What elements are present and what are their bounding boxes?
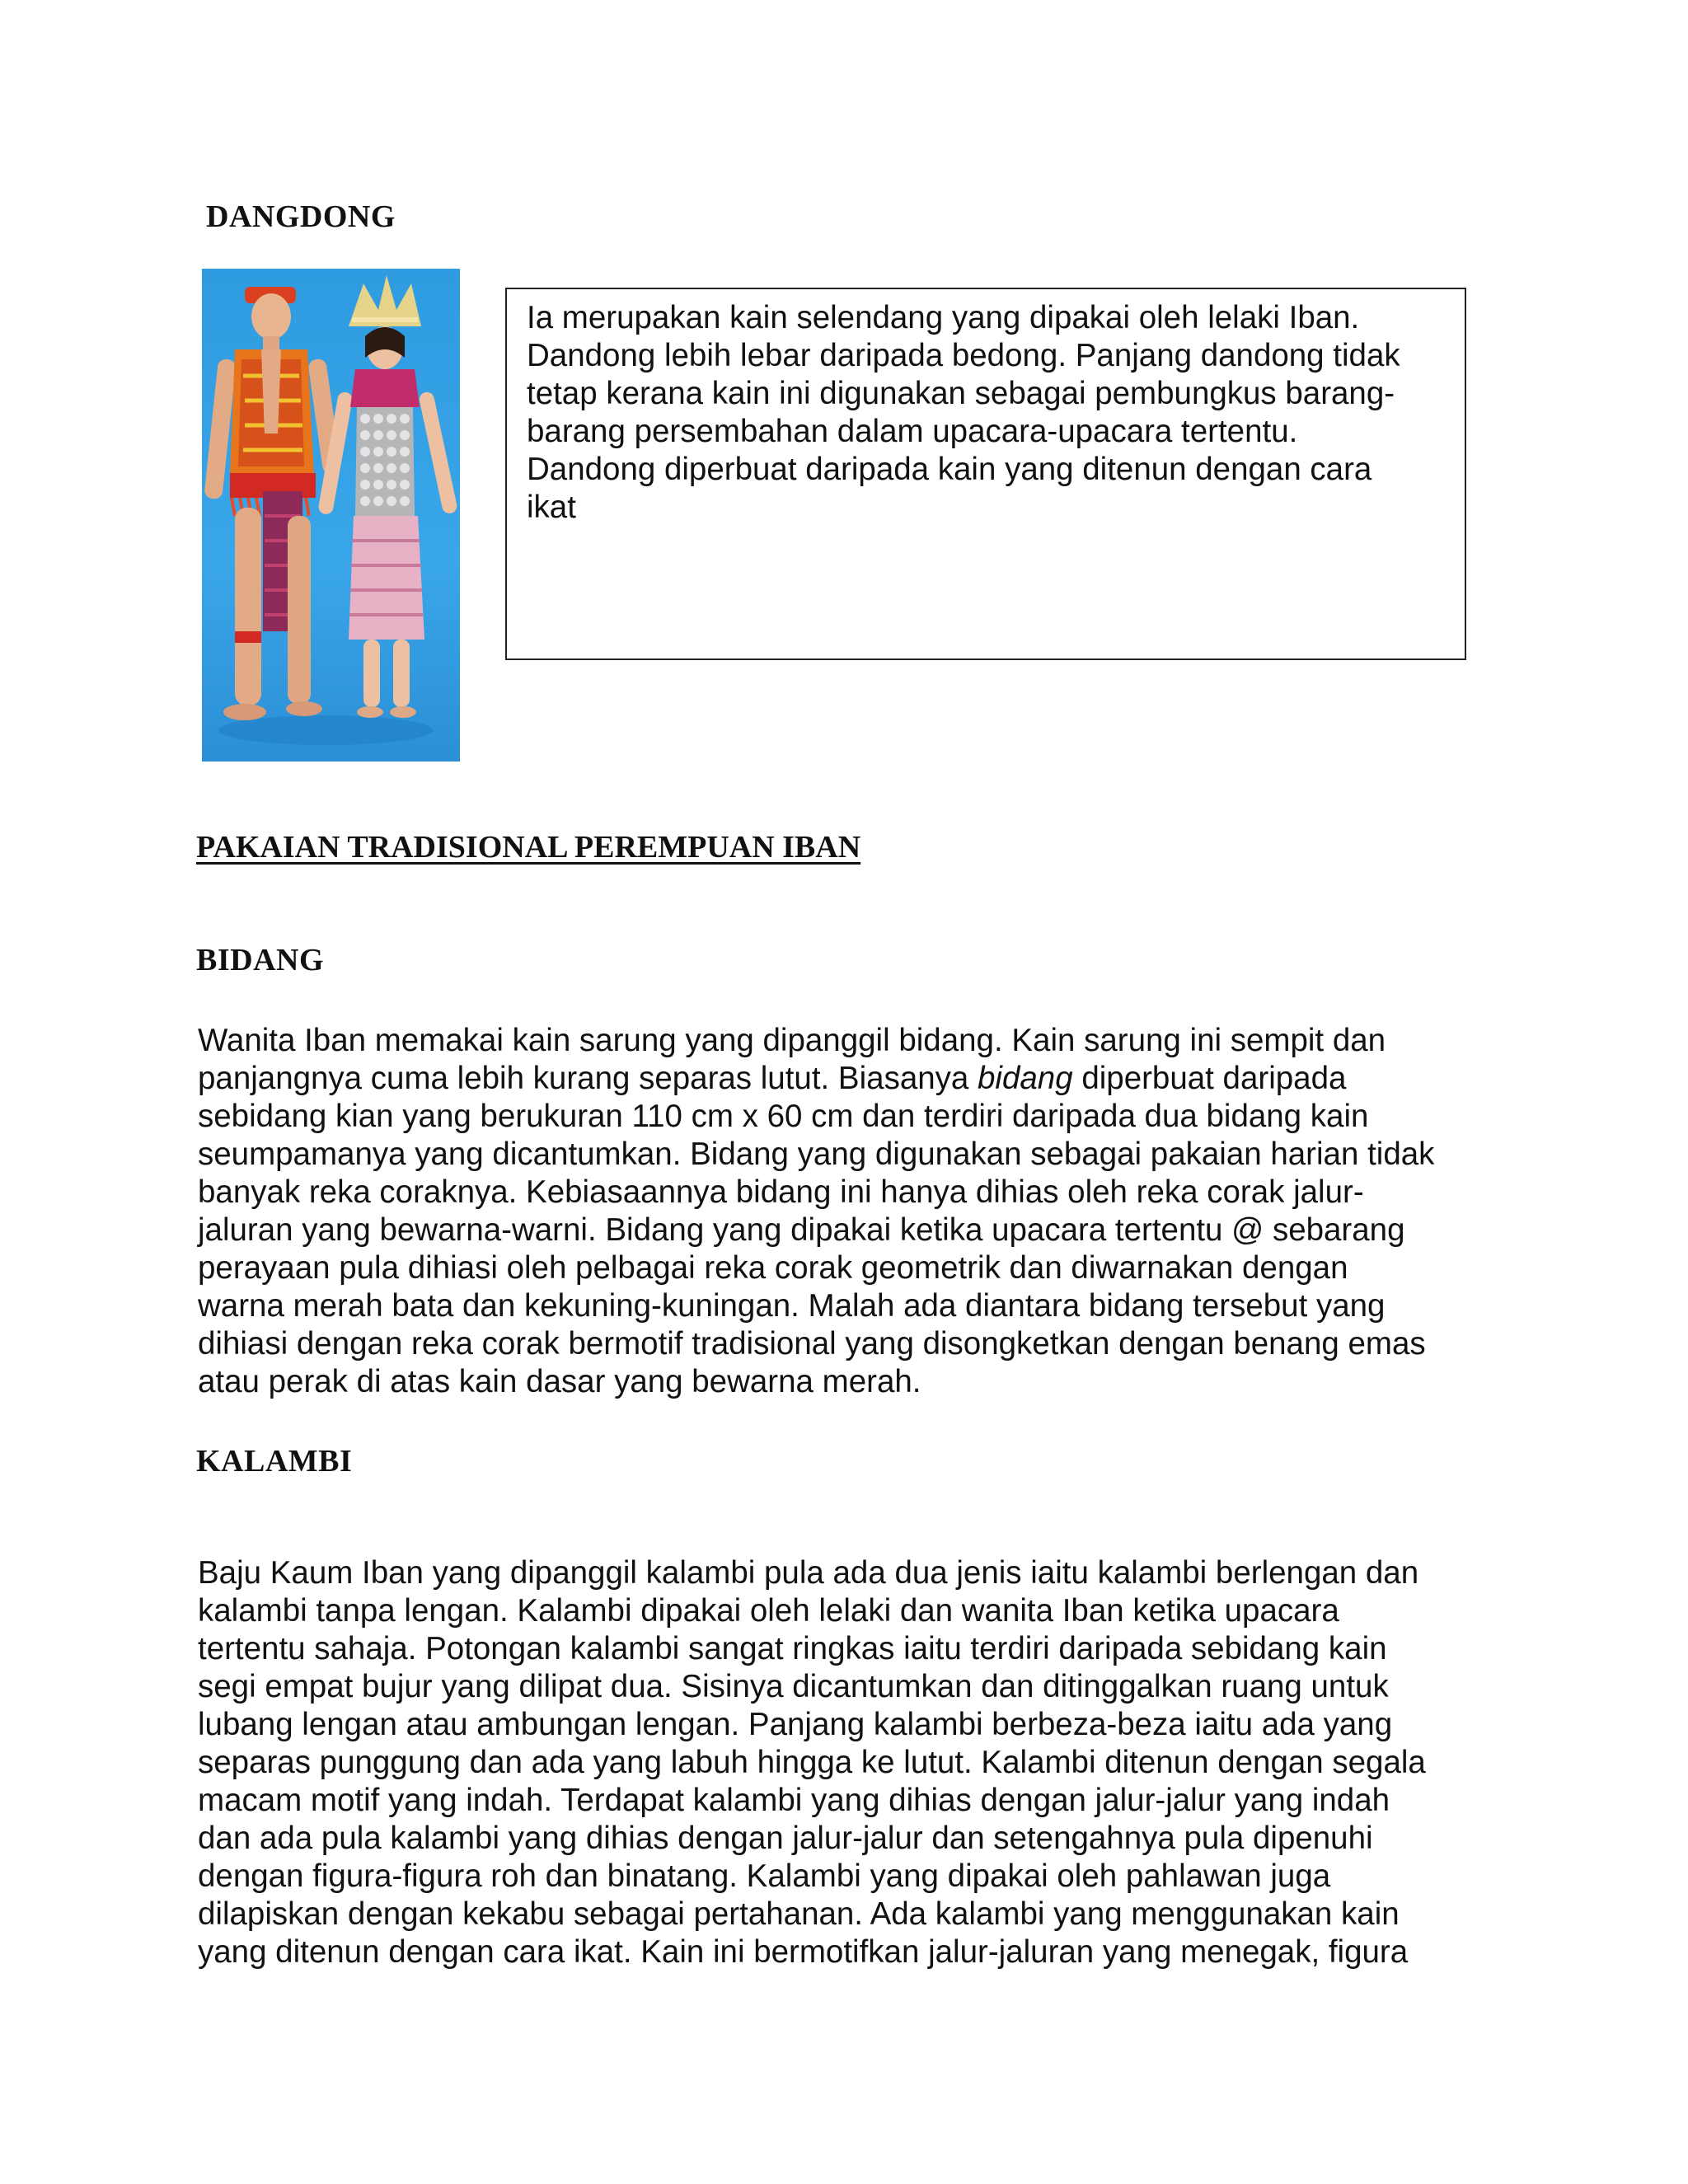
text-line: yang ditenun dengan cara ikat. Kain ini bermotifkan jalur-jaluran yang menegak, figura (198, 1934, 1409, 1970)
dangdong-description (527, 299, 1400, 527)
text-line: dan ada pula kalambi yang dihias dengan jalur-jalur dan setengahnya pula dipenuhi (198, 1821, 1373, 1856)
dangdong-heading: DANGDONG (206, 199, 396, 234)
text-line: Wanita Iban memakai kain sarung yang dipanggil bidang. Kain sarung ini sempit dan (198, 1023, 1386, 1058)
text-line: dilapiskan dengan kekabu sebagai pertahanan. Ada kalambi yang menggunakan kain (198, 1896, 1400, 1932)
text-line: Dandong lebih lebar daripada bedong. Panjang dandong tidak (527, 338, 1400, 373)
text-line: jaluran yang bewarna-warni. Bidang yang dipakai ketika upacara tertentu @ sebarang (198, 1212, 1405, 1248)
text-line: atau perak di atas kain dasar yang bewarna merah. (198, 1364, 921, 1399)
text-line: banyak reka coraknya. Kebiasaannya bidang ini hanya dihias oleh reka corak jalur- (198, 1174, 1364, 1210)
italic-term: bidang (978, 1061, 1073, 1096)
text-line: Baju Kaum Iban yang dipanggil kalambi pula ada dua jenis iaitu kalambi berlengan dan (198, 1555, 1419, 1591)
kalambi-heading: KALAMBI (196, 1444, 353, 1479)
text-line: seumpamanya yang dicantumkan. Bidang yang digunakan sebagai pakaian harian tidak (198, 1137, 1435, 1172)
text-line: barang persembahan dalam upacara-upacara tertentu. (527, 414, 1298, 449)
bidang-heading: BIDANG (196, 943, 325, 977)
text-line: ikat (527, 490, 576, 525)
text-line: panjangnya cuma lebih kurang separas lutut. Biasanya bidang diperbuat daripada (198, 1061, 1347, 1096)
dangdong-description-box (505, 288, 1466, 660)
text-line: dengan figura-figura roh dan binatang. Kalambi yang dipakai oleh pahlawan juga (198, 1858, 1331, 1894)
text-line: perayaan pula dihiasi oleh pelbagai reka corak geometrik dan diwarnakan dengan (198, 1250, 1348, 1286)
text-line: Ia merupakan kain selendang yang dipakai oleh lelaki Iban. (527, 300, 1360, 335)
text-line: Dandong diperbuat daripada kain yang ditenun dengan cara (527, 452, 1372, 487)
text-line: segi empat bujur yang dilipat dua. Sisinya dicantumkan dan ditinggalkan ruang untuk (198, 1669, 1389, 1704)
text-line: separas punggung dan ada yang labuh hingga ke lutut. Kalambi ditenun dengan segala (198, 1745, 1426, 1780)
text-line: kalambi tanpa lengan. Kalambi dipakai oleh lelaki dan wanita Iban ketika upacara (198, 1593, 1339, 1629)
text-line: macam motif yang indah. Terdapat kalambi yang dihias dengan jalur-jalur yang indah (198, 1783, 1390, 1818)
text-line: dihiasi dengan reka corak bermotif tradisional yang disongketkan dengan benang emas (198, 1326, 1426, 1361)
text-line: warna merah bata dan kekuning-kuningan. Malah ada diantara bidang tersebut yang (198, 1288, 1386, 1324)
bidang-paragraph (198, 1022, 1434, 1401)
text-line: tetap kerana kain ini digunakan sebagai pembungkus barang- (527, 376, 1395, 411)
kalambi-paragraph (198, 1554, 1426, 1971)
iban-costume-photo (202, 269, 460, 762)
text-line: lubang lengan atau ambungan lengan. Panjang kalambi berbeza-beza iaitu ada yang (198, 1707, 1393, 1742)
text-line: tertentu sahaja. Potongan kalambi sangat ringkas iaitu terdiri daripada sebidang kain (198, 1631, 1387, 1666)
text-line: sebidang kian yang berukuran 110 cm x 60 cm dan terdiri daripada dua bidang kain (198, 1099, 1369, 1134)
section-title: PAKAIAN TRADISIONAL PEREMPUAN IBAN (196, 830, 861, 865)
